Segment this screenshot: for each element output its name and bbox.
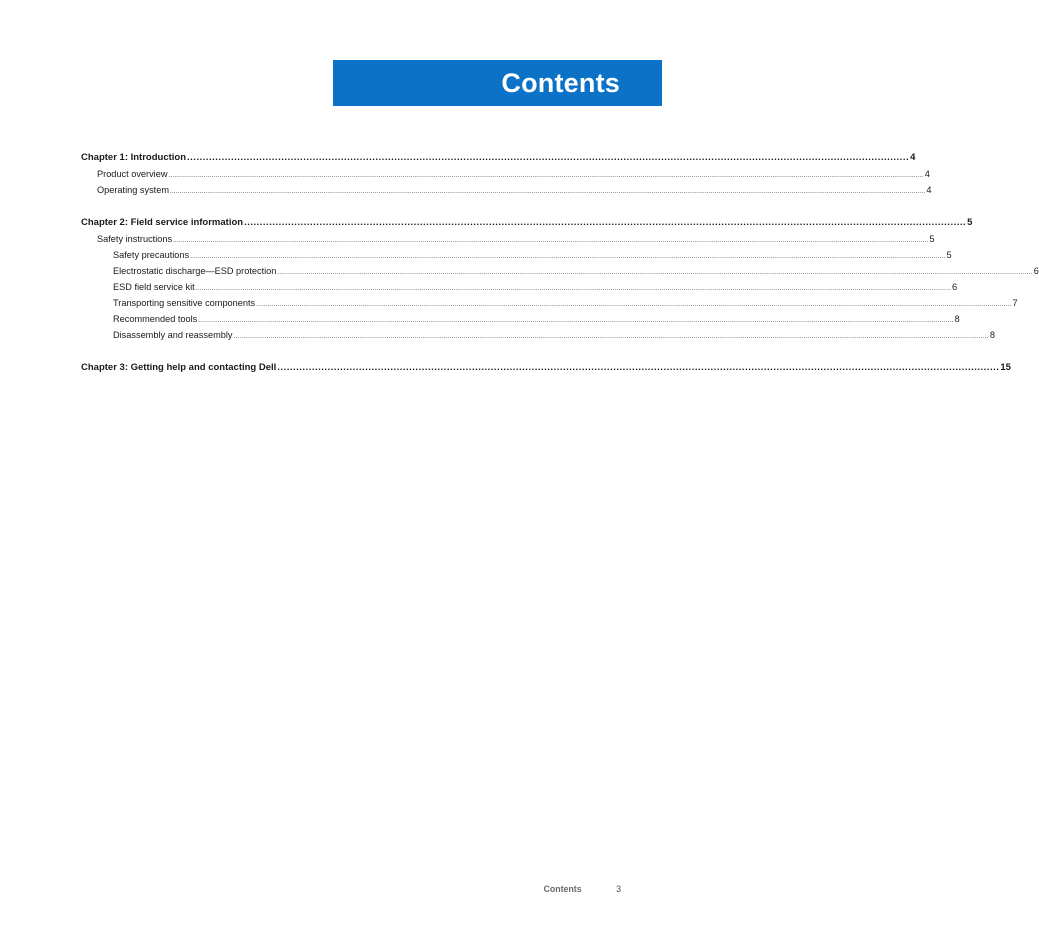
dot-leader: ...................................................................................................................................................................................................................................... [244,217,967,228]
dot-leader: ................................................................................................................................................................................................................................................................................................................................................................................................ [195,286,952,292]
toc-label: Operating system [97,185,169,195]
footer-page-number: 3 [616,884,621,894]
dot-leader: ................................................................................................................................................................................................................................................................................................................................................................................................ [233,334,989,340]
toc-entry-chapter-3[interactable] [81,360,1011,376]
dot-leader: ................................................................................................................................................................................................................................................................................................................................................................................................ [168,173,924,179]
toc-label: Disassembly and reassembly [113,330,233,340]
dot-leader: ...................................................................................................................................................................................................................................... [277,362,1000,373]
toc-page-number: 4 [910,152,916,163]
dot-leader: ................................................................................................................................................................................................................................................................................................................................................................................................ [277,270,1033,276]
toc-entry-transporting-components[interactable] [81,295,1018,311]
toc-entry-chapter-1[interactable] [81,150,916,166]
toc-page-number: 5 [967,217,973,228]
toc-label: Recommended tools [113,314,198,324]
toc-label: Electrostatic discharge—ESD protection [113,266,277,276]
dot-leader: ................................................................................................................................................................................................................................................................................................................................................................................................ [198,318,954,324]
toc-page-number: 6 [1033,266,1039,276]
toc-entry-safety-precautions[interactable] [81,247,952,263]
toc-entry-disassembly-reassembly[interactable] [81,327,995,343]
toc-label: Chapter 1: Introduction [81,152,187,163]
toc-label: Product overview [97,169,168,179]
toc-page-number: 6 [952,282,958,292]
toc-label: Chapter 3: Getting help and contacting Dell [81,362,277,373]
dot-leader: ................................................................................................................................................................................................................................................................................................................................................................................................ [173,238,929,244]
toc-entry-product-overview[interactable] [81,166,930,182]
toc-page-number: 8 [954,314,960,324]
footer-section-name: Contents [543,884,582,894]
dot-leader: ...................................................................................................................................................................................................................................... [187,152,910,163]
toc-page-number: 7 [1012,298,1018,308]
toc-page-number: 8 [989,330,995,340]
toc-page-number: 4 [924,169,930,179]
toc-label: Safety instructions [97,234,173,244]
toc-page-number: 5 [929,234,935,244]
toc-entry-safety-instructions[interactable] [81,231,935,247]
toc-entry-chapter-2[interactable] [81,215,973,231]
toc-page-number: 4 [926,185,932,195]
toc-entry-esd-protection[interactable] [81,263,1039,279]
toc-entry-esd-field-service-kit[interactable] [81,279,958,295]
toc-page-number: 15 [1000,362,1011,373]
toc-label: Transporting sensitive components [113,298,256,308]
page-footer [544,884,621,894]
toc-label: Chapter 2: Field service information [81,217,244,228]
toc-label: Safety precautions [113,250,190,260]
dot-leader: ................................................................................................................................................................................................................................................................................................................................................................................................ [170,189,926,195]
page-title: Contents [333,60,662,106]
toc-entry-recommended-tools[interactable] [81,311,960,327]
dot-leader: ................................................................................................................................................................................................................................................................................................................................................................................................ [190,254,946,260]
table-of-contents [81,150,1039,376]
toc-entry-operating-system[interactable] [81,182,932,198]
dot-leader: ................................................................................................................................................................................................................................................................................................................................................................................................ [256,302,1012,308]
toc-label: ESD field service kit [113,282,195,292]
toc-page-number: 5 [946,250,952,260]
